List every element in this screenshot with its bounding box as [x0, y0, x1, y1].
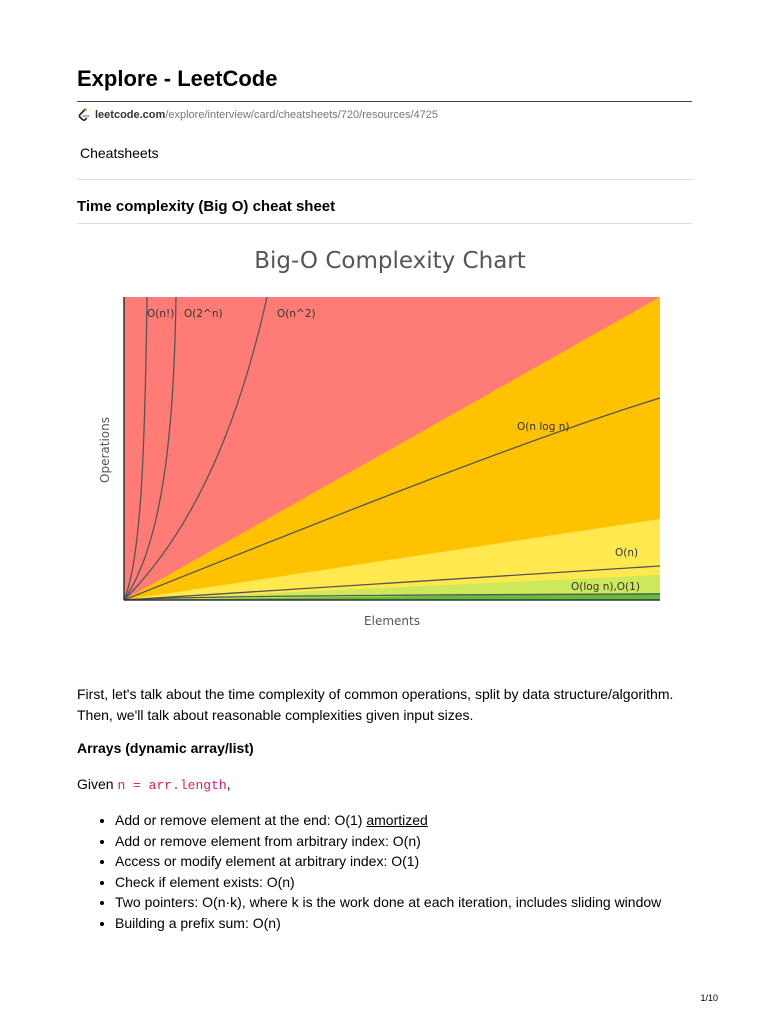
page-title: Explore - LeetCode	[77, 66, 278, 91]
chart-title: Big-O Complexity Chart	[254, 248, 526, 274]
breadcrumb-divider	[77, 179, 692, 180]
big-o-chart	[90, 240, 680, 635]
list-item: • Check if element exists: O(n)	[115, 872, 677, 893]
label-linear: O(n)	[615, 547, 639, 559]
chart-plot-area	[124, 297, 660, 600]
section-divider	[77, 223, 692, 224]
given-code: n = arr.length	[117, 778, 227, 793]
chart-x-axis-label: Elements	[364, 614, 420, 628]
list-item: • Add or remove element from arbitrary index: O(n)	[115, 831, 677, 852]
label-exponential: O(2^n)	[184, 308, 223, 320]
leetcode-logo-icon	[77, 108, 91, 122]
label-nlogn: O(n log n)	[517, 421, 570, 433]
url-line[interactable]	[77, 108, 438, 122]
chart-y-axis-label: Operations	[98, 417, 112, 483]
label-log-constant: O(log n),O(1)	[571, 581, 640, 593]
given-line	[77, 776, 231, 793]
label-quadratic: O(n^2)	[277, 308, 316, 320]
list-item	[115, 810, 677, 831]
list-item: • Building a prefix sum: O(n)	[115, 913, 677, 934]
amortized-link[interactable]: amortized	[366, 812, 428, 828]
given-suffix: ,	[226, 776, 231, 792]
arrays-heading: Arrays (dynamic array/list)	[77, 740, 254, 756]
section-title: Time complexity (Big O) cheat sheet	[77, 198, 336, 215]
breadcrumb: Cheatsheets	[80, 145, 159, 161]
array-complexity-list	[77, 810, 677, 933]
list-item: • Access or modify element at arbitrary index: O(1)	[115, 851, 677, 872]
url-path[interactable]: /explore/interview/card/cheatsheets/720/resources/4725	[165, 109, 439, 121]
label-factorial: O(n!)	[147, 308, 175, 320]
list-item-text: Add or remove element at the end: O(1)	[115, 812, 367, 828]
given-prefix: Given	[77, 776, 118, 792]
title-divider	[77, 101, 692, 102]
list-item: • Two pointers: O(n·k), where k is the work done at each iteration, includes sliding window	[115, 892, 677, 913]
intro-paragraph: First, let's talk about the time complexity of common operations, split by data structure/algorithm. Then, we'll talk about reasonable complexities given input sizes.	[77, 686, 674, 723]
url-domain[interactable]: leetcode.com	[95, 109, 166, 121]
page-number: 1/10	[700, 993, 718, 1003]
